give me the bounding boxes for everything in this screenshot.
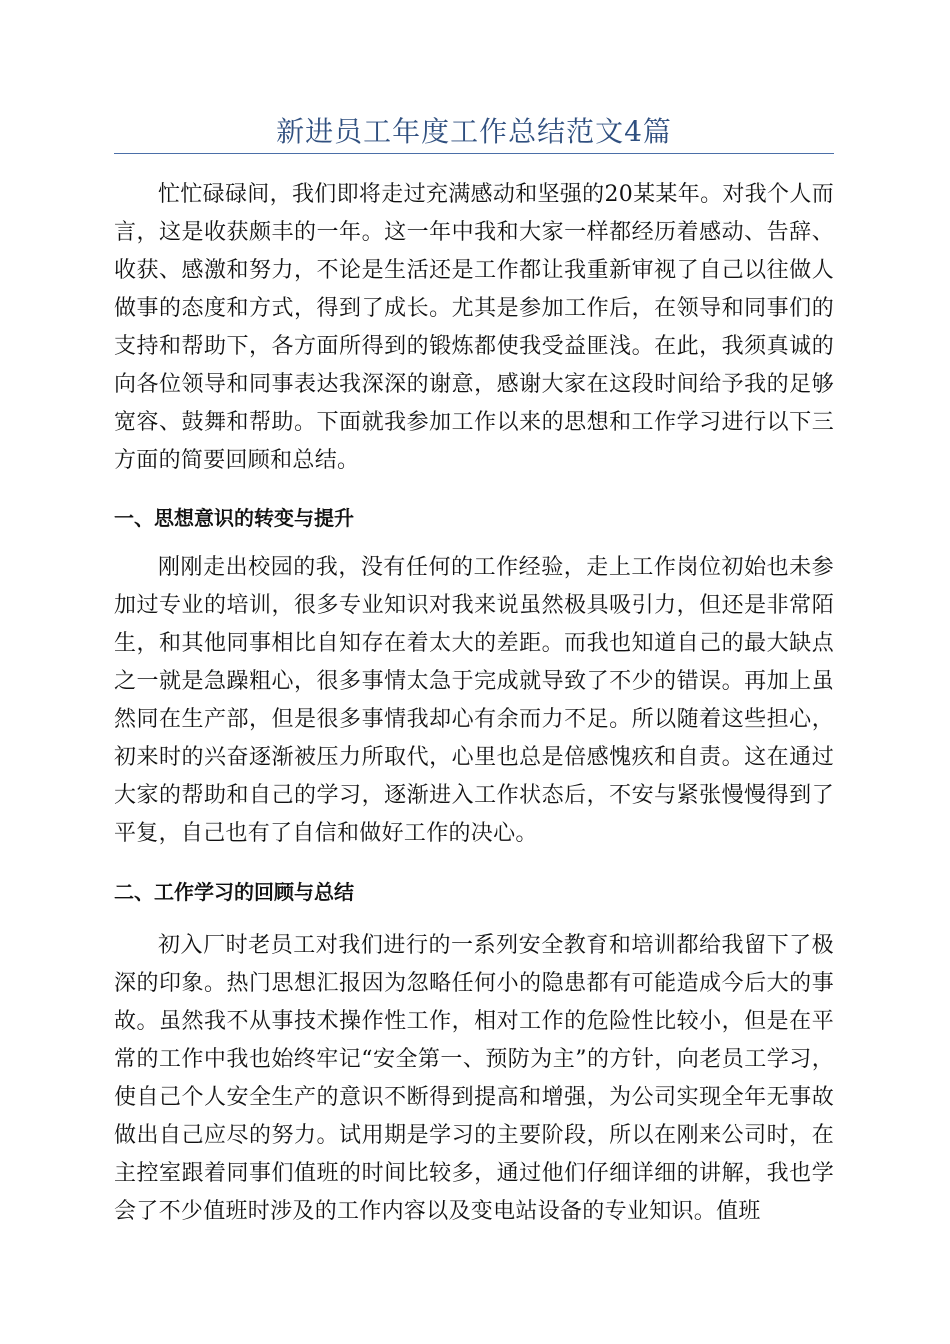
intro-paragraph: 忙忙碌碌间，我们即将走过充满感动和坚强的20某某年。对我个人而言，这是收获颇丰的一年。这一年中我和大家一样都经历着感动、告辞、收获、感激和努力，不论是生活还是工作都让我重新审视了自己以往做人做事的态度和方式，得到了成长。尤其是参加工作后，在领导和同事们的支持和帮助下，各方面所得到的锻炼都使我受益匪浅。在此，我须真诚的向各位领导和同事表达我深深的谢意，感谢大家在这段时间给予我的足够宽容、鼓舞和帮助。下面就我参加工作以来的思想和工作学习进行以下三方面的简要回顾和总结。 xyxy=(114,182,834,473)
section-heading-1: 一、思想意识的转变与提升 xyxy=(114,506,354,530)
document-title: 新进员工年度工作总结范文4篇 xyxy=(276,115,672,148)
title-underline xyxy=(114,153,834,154)
section-heading-2: 二、工作学习的回顾与总结 xyxy=(114,880,354,904)
section-1-paragraph: 刚刚走出校园的我，没有任何的工作经验，走上工作岗位初始也未参加过专业的培训，很多专业知识对我来说虽然极具吸引力，但还是非常陌生，和其他同事相比自知存在着太大的差距。而我也知道自己的最大缺点之一就是急躁粗心，很多事情太急于完成就导致了不少的错误。再加上虽然同在生产部，但是很多事情我却心有余而力不足。所以随着这些担心，初来时的兴奋逐渐被压力所取代，心里也总是倍感愧疚和自责。这在通过大家的帮助和自己的学习，逐渐进入工作状态后，不安与紧张慢慢得到了平复，自己也有了自信和做好工作的决心。 xyxy=(114,555,834,846)
section-2-paragraph: 初入厂时老员工对我们进行的一系列安全教育和培训都给我留下了极深的印象。热门思想汇报因为忽略任何小的隐患都有可能造成今后大的事故。虽然我不从事技术操作性工作，相对工作的危险性比较小，但是在平常的工作中我也始终牢记“安全第一、预防为主”的方针，向老员工学习，使自己个人安全生产的意识不断得到提高和增强，为公司实现全年无事故做出自己应尽的努力。试用期是学习的主要阶段，所以在刚来公司时，在主控室跟着同事们值班的时间比较多，通过他们仔细详细的讲解，我也学会了不少值班时涉及的工作内容以及变电站设备的专业知识。值班 xyxy=(114,933,834,1224)
